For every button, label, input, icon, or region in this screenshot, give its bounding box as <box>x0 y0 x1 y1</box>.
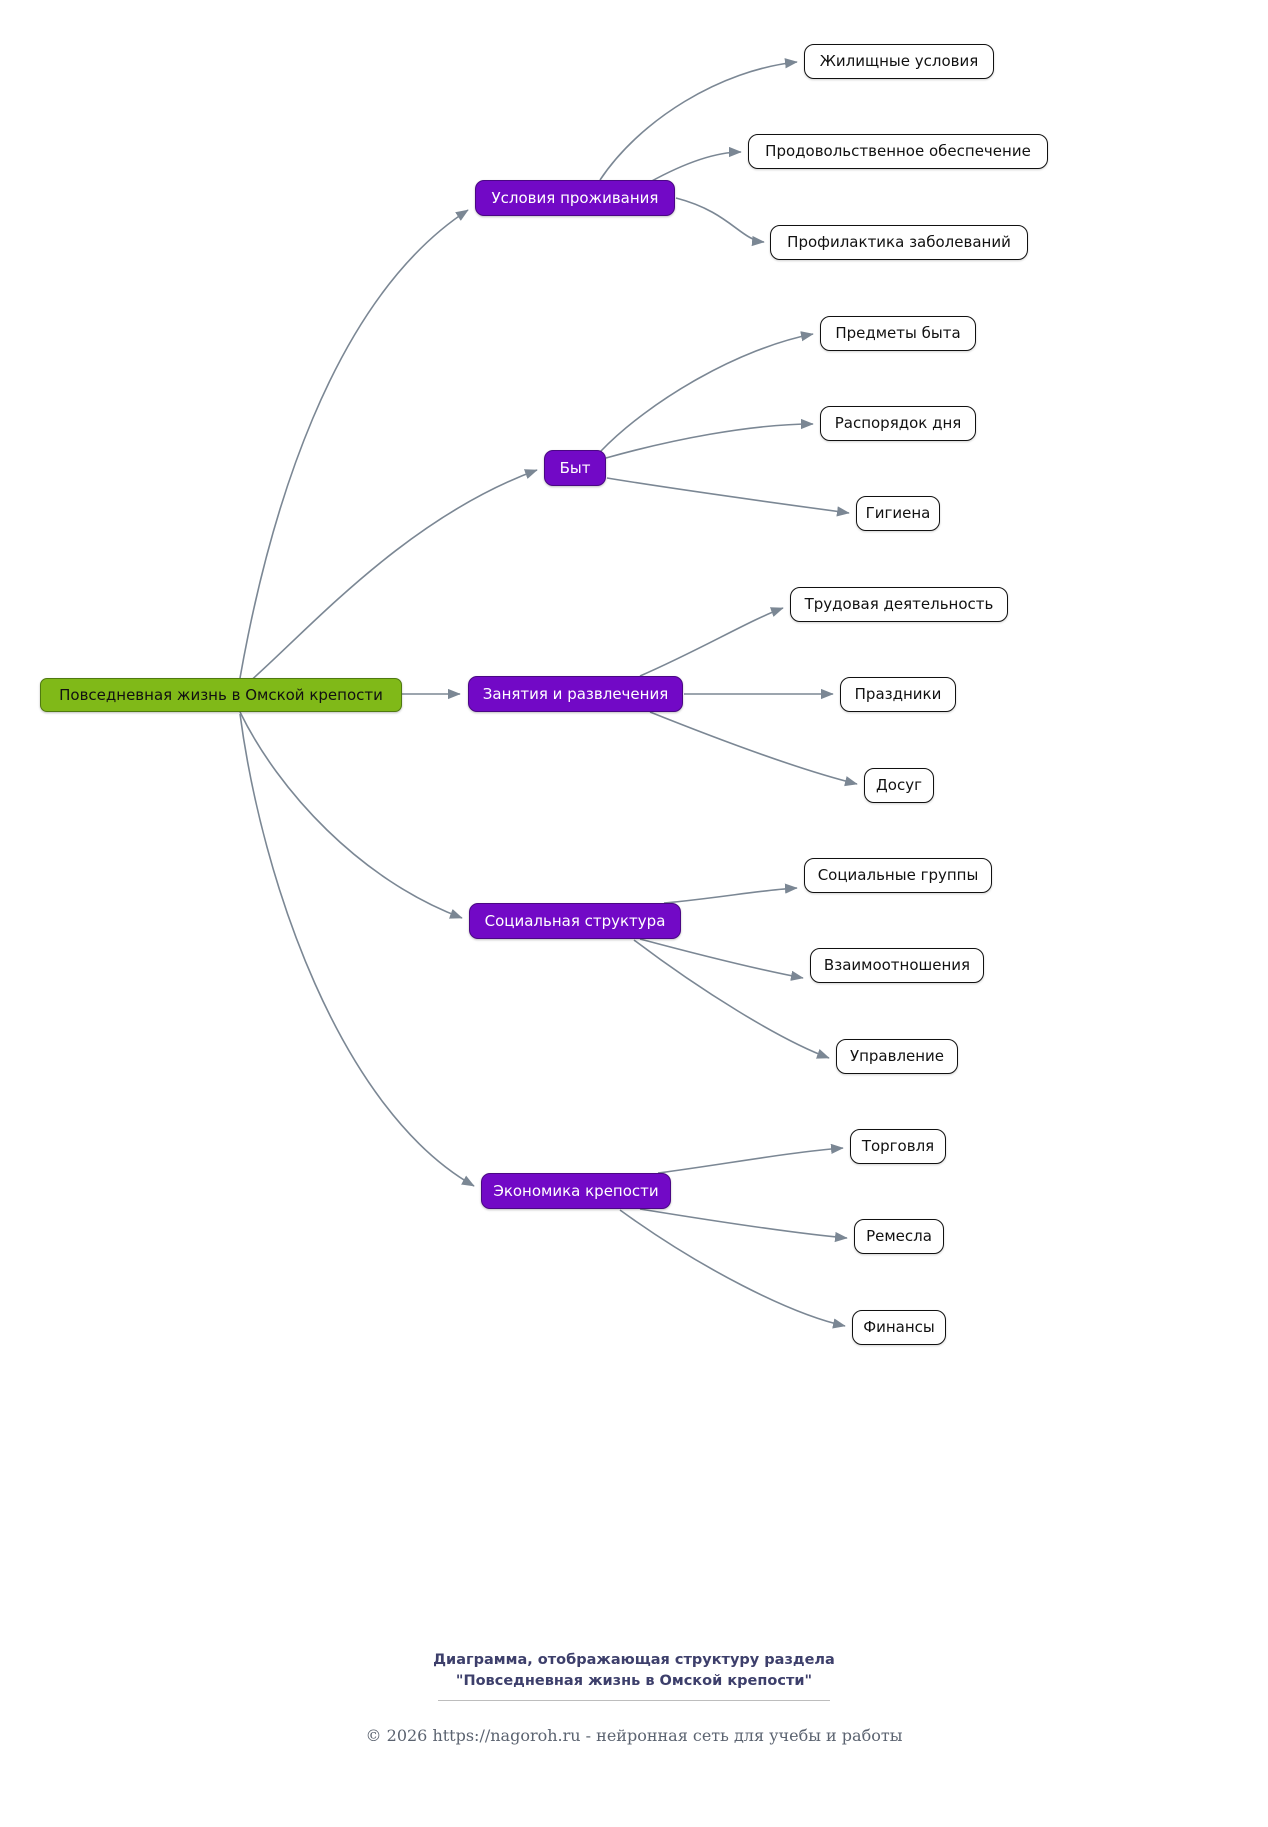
node-branch-socialnaya-struktura[interactable] <box>469 903 681 939</box>
node-leaf-vzaimootnosheniya[interactable] <box>810 948 984 983</box>
node-leaf-torgovlya[interactable] <box>850 1129 946 1164</box>
node-leaf-gigiena[interactable] <box>856 496 940 531</box>
footer-divider <box>438 1700 830 1701</box>
node-leaf-label: Жилищные условия <box>819 52 979 70</box>
node-leaf-dosug[interactable] <box>864 768 934 803</box>
node-root[interactable] <box>40 678 402 712</box>
node-leaf-remesla[interactable] <box>854 1219 944 1254</box>
node-branch-label: Условия проживания <box>491 188 659 207</box>
node-leaf-socialnye-gruppy[interactable] <box>804 858 992 893</box>
node-branch-label: Быт <box>559 458 591 477</box>
node-branch-label: Занятия и развлечения <box>482 684 669 703</box>
node-branch-label: Экономика крепости <box>493 1181 659 1200</box>
caption-line-2: "Повседневная жизнь в Омской крепости" <box>455 1673 813 1690</box>
node-leaf-trudovaya-deyatelnost[interactable] <box>790 587 1008 622</box>
node-leaf-label: Трудовая деятельность <box>804 595 994 613</box>
node-leaf-label: Досуг <box>876 776 922 794</box>
node-leaf-finansy[interactable] <box>852 1310 946 1345</box>
node-leaf-label: Социальные группы <box>817 866 979 884</box>
node-branch-byt[interactable] <box>544 450 606 486</box>
node-leaf-zhilishchnye-usloviya[interactable] <box>804 44 994 79</box>
node-leaf-label: Финансы <box>863 1318 935 1336</box>
node-leaf-upravlenie[interactable] <box>836 1039 958 1074</box>
diagram-caption <box>0 1650 1268 1692</box>
node-leaf-label: Торговля <box>861 1137 935 1155</box>
node-leaf-label: Профилактика заболеваний <box>787 233 1011 251</box>
node-leaf-rasporyadok-dnya[interactable] <box>820 406 976 441</box>
node-leaf-label: Распорядок дня <box>834 414 962 432</box>
node-leaf-label: Ремесла <box>866 1227 932 1245</box>
node-leaf-prazdniki[interactable] <box>840 677 956 712</box>
node-leaf-label: Взаимоотношения <box>823 956 971 974</box>
node-leaf-label: Гигиена <box>865 504 931 522</box>
node-leaf-label: Управление <box>849 1047 945 1065</box>
node-branch-label: Социальная структура <box>484 911 666 930</box>
footer-credit: © 2026 https://nagoroh.ru - нейронная сеть для учебы и работы <box>365 1726 903 1745</box>
node-branch-ekonomika-kreposti[interactable] <box>481 1173 671 1209</box>
node-branch-usloviya-prozhivaniya[interactable] <box>475 180 675 216</box>
node-leaf-profilaktika-zabolevanij[interactable] <box>770 225 1028 260</box>
caption-line-1: Диаграмма, отображающая структуру раздела <box>433 1652 835 1668</box>
node-root-label: Повседневная жизнь в Омской крепости <box>59 685 383 704</box>
node-leaf-label: Праздники <box>854 685 942 703</box>
node-leaf-label: Продовольственное обеспечение <box>765 142 1031 160</box>
node-leaf-predmety-byta[interactable] <box>820 316 976 351</box>
node-leaf-label: Предметы быта <box>835 324 961 342</box>
node-branch-zanyatiya-i-razvlecheniya[interactable] <box>468 676 683 712</box>
node-leaf-prodovolstvennoe-obespechenie[interactable] <box>748 134 1048 169</box>
